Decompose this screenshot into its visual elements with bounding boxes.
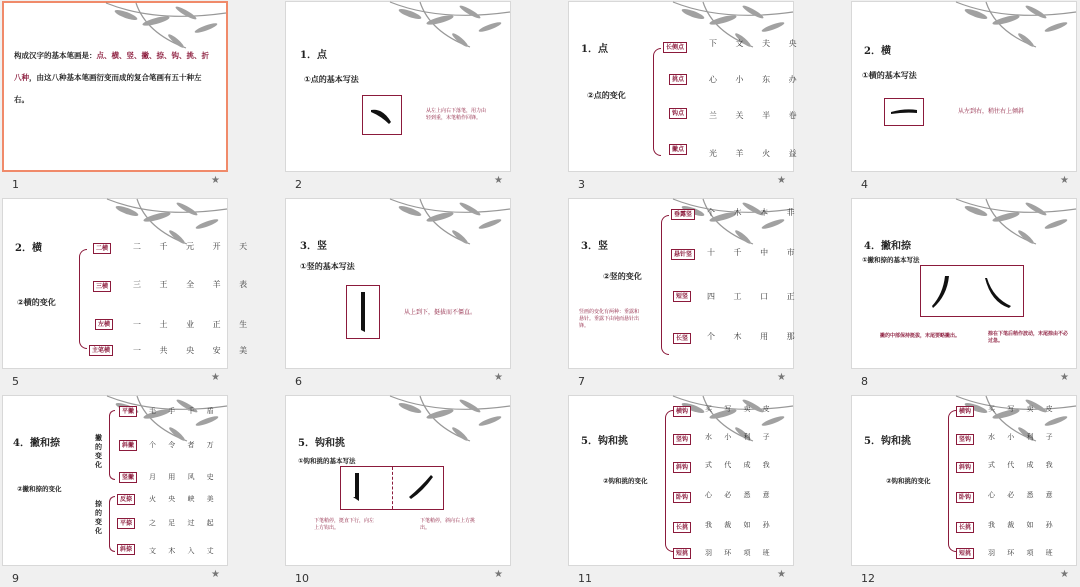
example-chars: 一 共 央 安 美 — [133, 346, 256, 355]
variant-label: 二横 — [93, 243, 111, 254]
variant-label: 反捺 — [117, 494, 135, 505]
slide-number: 2 — [295, 178, 302, 191]
stroke-note-left: 下笔稍停，挺直下行，向左上方钩出。 — [314, 518, 375, 531]
slide-title: 4．撇和捺 — [13, 438, 60, 449]
variant-label: 斜钩 — [673, 462, 691, 473]
slide-canvas — [285, 198, 511, 369]
slide-subtitle: ②竖的变化 — [603, 272, 642, 281]
example-chars: 十 千 中 市 — [707, 248, 803, 257]
stroke-note-left: 撇的中部保持挺拔，末尾要略撇出。 — [880, 333, 961, 339]
slide-subtitle: ②钩和挑的变化 — [886, 477, 931, 485]
example-chars: 个 令 者 万 — [149, 441, 219, 449]
variant-label: 竖钩 — [956, 434, 974, 445]
slide-title: 4．撇和捺 — [864, 241, 911, 252]
group-label-pie: 撇的变化 — [95, 434, 102, 469]
slide-thumbnail-1[interactable] — [0, 0, 230, 190]
slide-title: 5．钩和挑 — [581, 436, 628, 447]
example-chars: 个 木 用 那 — [707, 332, 803, 341]
slide-number: 9 — [12, 572, 19, 585]
stroke-example-box — [884, 98, 924, 126]
slide-number: 11 — [578, 572, 592, 585]
example-chars: 之 足 过 起 — [149, 519, 219, 527]
variant-label: 长挑 — [673, 522, 691, 533]
variant-label: 短竖 — [673, 291, 691, 302]
slide-thumbnail-12[interactable] — [849, 394, 1079, 584]
slide-thumbnail-6[interactable] — [283, 197, 513, 387]
example-chars: 式 代 成 我 — [988, 461, 1058, 469]
slide-subtitle: ②钩和挑的变化 — [603, 477, 648, 485]
slide-canvas — [568, 1, 805, 172]
transition-star-icon[interactable]: ★ — [211, 175, 220, 186]
slide-thumbnail-7[interactable] — [566, 197, 803, 388]
brace-bracket — [79, 249, 87, 349]
example-chars: 水 小 利 子 — [705, 433, 775, 441]
example-chars: 四 工 口 正 — [707, 292, 803, 301]
slide-thumbnail-5[interactable] — [0, 197, 256, 388]
variant-label: 垂露竖 — [671, 209, 695, 220]
transition-star-icon[interactable]: ★ — [1060, 569, 1069, 580]
variant-label: 卧钩 — [673, 492, 691, 503]
variant-label: 左横 — [95, 319, 113, 330]
transition-star-icon[interactable]: ★ — [777, 372, 786, 383]
slide-title: 2．横 — [864, 46, 891, 57]
slide-title: 2．横 — [15, 243, 42, 254]
transition-star-icon[interactable]: ★ — [494, 175, 503, 186]
variant-label: 三横 — [93, 281, 111, 292]
bamboo-decoration-image — [380, 396, 510, 456]
variant-label: 短挑 — [673, 548, 691, 559]
slide-thumbnail-9[interactable] — [0, 394, 230, 584]
slide-canvas — [2, 198, 256, 369]
example-chars: 光 羊 火 益 — [709, 149, 805, 158]
slide-thumbnail-2[interactable] — [283, 0, 513, 190]
slide-title: 5．钩和挑 — [864, 436, 911, 447]
variant-label: 悬针竖 — [671, 249, 695, 260]
stroke-example-box — [920, 265, 1024, 317]
transition-star-icon[interactable]: ★ — [494, 372, 503, 383]
example-chars: 我 裁 如 孙 — [705, 521, 775, 529]
slide-number: 1 — [12, 178, 19, 191]
example-chars: 式 代 成 我 — [705, 461, 775, 469]
slide-subtitle: ①竖的基本写法 — [300, 262, 355, 271]
example-chars: 月 用 风 史 — [149, 473, 219, 481]
slide-canvas — [851, 198, 1077, 369]
slide-number: 7 — [578, 375, 585, 388]
slide-title: 1．点 — [581, 44, 608, 55]
stroke-note: 从左到右，稍往右上倾斜 — [958, 108, 1025, 115]
slide-subtitle: ②横的变化 — [17, 298, 56, 307]
variant-label: 挑点 — [669, 74, 687, 85]
slide-number: 8 — [861, 375, 868, 388]
slide-number: 3 — [578, 178, 585, 191]
slide-subtitle: ①钩和挑的基本写法 — [298, 457, 356, 465]
stroke-example-box — [346, 285, 380, 339]
variant-label: 竖钩 — [673, 434, 691, 445]
variant-label: 竖撇 — [119, 472, 137, 483]
variant-label: 长竖 — [673, 333, 691, 344]
slide-body-text: 构成汉字的基本笔画是：点、横、竖、撇、捺、钩、挑、折八种，由这八种基本笔画衍变而成的复合笔画有五十种左右。 — [14, 51, 209, 104]
stroke-note-right: 捺在下笔后稍作波动，末尾捺由不必过急。 — [988, 331, 1069, 344]
example-chars: 火 央 峡 美 — [149, 495, 219, 503]
slide-number: 4 — [861, 178, 868, 191]
bamboo-decoration-image — [380, 2, 510, 62]
slide-subtitle: ②撇和捺的变化 — [17, 485, 62, 493]
example-chars: 心 必 悉 意 — [705, 491, 775, 499]
variant-label: 卧钩 — [956, 492, 974, 503]
variant-label: 斜捺 — [117, 544, 135, 555]
example-chars: 羽 环 项 班 — [705, 549, 775, 557]
example-chars: 个 木 本 非 — [707, 208, 803, 217]
example-chars: 兰 关 半 卷 — [709, 111, 805, 120]
slide-canvas — [568, 395, 794, 566]
slide-number: 12 — [861, 572, 875, 585]
slide-number: 5 — [12, 375, 19, 388]
bamboo-decoration-image — [946, 2, 1076, 62]
stroke-note: 从左上向右下落笔，用力由轻到重，末笔稍作回锋。 — [426, 108, 487, 121]
slide-canvas — [2, 395, 228, 566]
stroke-note: 从上到下，挺拔而不僵直。 — [404, 309, 477, 316]
slide-thumbnail-3[interactable] — [566, 0, 805, 191]
bamboo-decoration-image — [663, 2, 793, 62]
dot-stroke-image — [363, 96, 401, 134]
slide-title: 1．点 — [300, 50, 327, 61]
slide-subtitle: ②点的变化 — [587, 91, 626, 100]
slide-canvas — [2, 1, 228, 172]
slide-number: 10 — [295, 572, 309, 585]
example-chars: 下 文 夫 央 — [709, 39, 805, 48]
variant-label: 撇点 — [669, 144, 687, 155]
variant-label: 主笔横 — [89, 345, 113, 356]
vertical-stroke-image — [347, 286, 379, 338]
slide-title: 3．竖 — [300, 241, 327, 252]
slide-canvas — [568, 198, 803, 369]
example-chars: 羽 环 项 班 — [988, 549, 1058, 557]
variant-label: 斜撇 — [119, 440, 137, 451]
group-label-na: 捺的变化 — [95, 500, 102, 535]
slide-canvas — [285, 1, 511, 172]
slide-thumbnail-8[interactable] — [849, 197, 1079, 387]
brace-bracket — [948, 410, 956, 552]
stroke-example-box — [362, 95, 402, 135]
brace-bracket — [109, 496, 115, 552]
brace-bracket — [653, 48, 661, 156]
example-chars: 买 写 卖 皮 — [988, 405, 1058, 413]
slide-title: 3．竖 — [581, 241, 608, 252]
variant-label: 短挑 — [956, 548, 974, 559]
slide-subtitle: ①点的基本写法 — [304, 75, 359, 84]
variant-label: 斜钩 — [956, 462, 974, 473]
example-chars: 毛 手 千 盾 — [149, 407, 219, 415]
horizontal-stroke-image — [885, 99, 923, 125]
stroke-note-right: 下笔稍停，斜向右上方挑出。 — [420, 518, 476, 531]
example-chars: 一 土 业 正 生 — [133, 320, 256, 329]
variant-label: 平撇 — [119, 406, 137, 417]
example-chars: 心 小 东 办 — [709, 75, 805, 84]
transition-star-icon[interactable]: ★ — [494, 569, 503, 580]
slide-subtitle: ①撇和捺的基本写法 — [862, 256, 920, 264]
transition-star-icon[interactable]: ★ — [211, 372, 220, 383]
transition-star-icon[interactable]: ★ — [1060, 175, 1069, 186]
pie-na-stroke-image — [921, 266, 1023, 316]
example-chars: 心 必 悉 意 — [988, 491, 1058, 499]
stroke-note: 竖画的变化有两种：垂露和悬针。垂露下由钝而悬针出锋。 — [579, 309, 640, 329]
transition-star-icon[interactable]: ★ — [777, 175, 786, 186]
variant-label: 长侧点 — [663, 42, 687, 53]
bamboo-decoration-image — [380, 199, 510, 259]
example-chars: 买 写 卖 皮 — [705, 405, 775, 413]
divider-line — [392, 467, 393, 509]
brace-bracket — [665, 410, 673, 552]
variant-label: 横钩 — [673, 406, 691, 417]
brace-bracket — [661, 215, 669, 355]
brace-bracket — [109, 410, 115, 480]
slide-number: 6 — [295, 375, 302, 388]
variant-label: 长挑 — [956, 522, 974, 533]
example-chars: 水 小 利 子 — [988, 433, 1058, 441]
slide-canvas — [851, 395, 1077, 566]
stroke-example-box — [340, 466, 444, 510]
slide-thumbnail-11[interactable] — [566, 394, 796, 584]
slide-subtitle: ①横的基本写法 — [862, 71, 917, 80]
variant-label: 横钩 — [956, 406, 974, 417]
transition-star-icon[interactable]: ★ — [1060, 372, 1069, 383]
example-chars: 文 木 入 丈 — [149, 547, 219, 555]
transition-star-icon[interactable]: ★ — [211, 569, 220, 580]
variant-label: 钩点 — [669, 108, 687, 119]
bamboo-decoration-image — [946, 199, 1076, 259]
slide-thumbnail-10[interactable] — [283, 394, 513, 584]
transition-star-icon[interactable]: ★ — [777, 569, 786, 580]
slide-canvas — [285, 395, 511, 566]
variant-label: 平捺 — [117, 518, 135, 529]
slide-canvas — [851, 1, 1077, 172]
example-chars: 三 王 全 羊 表 — [133, 280, 256, 289]
example-chars: 二 千 元 开 天 — [133, 242, 256, 251]
slide-thumbnail-4[interactable] — [849, 0, 1079, 190]
slide-title: 5．钩和挑 — [298, 438, 345, 449]
example-chars: 我 裁 如 孙 — [988, 521, 1058, 529]
